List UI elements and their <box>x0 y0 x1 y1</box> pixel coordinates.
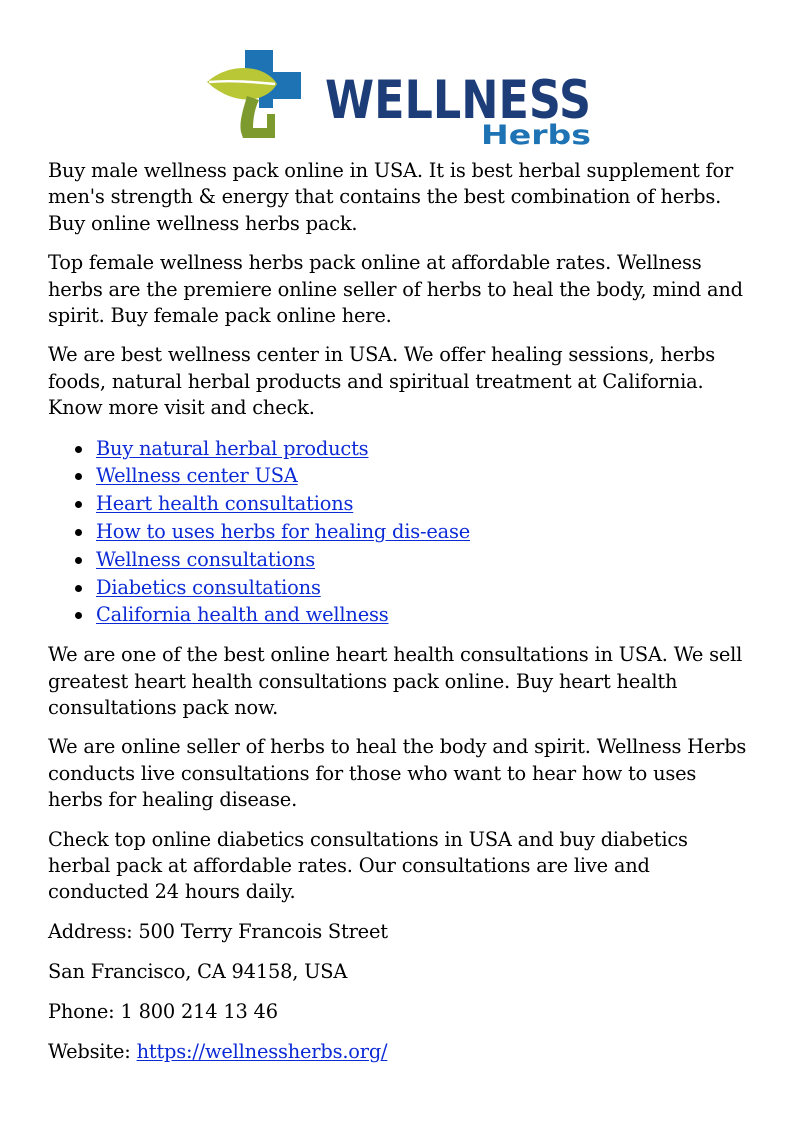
list-item <box>96 574 752 602</box>
paragraph-online-seller: We are online seller of herbs to heal the body and spirit. Wellness Herbs conducts live consultations for those who want to hear how to uses herbs for healing disease. <box>48 735 747 812</box>
paragraph-wellness-center: We are best wellness center in USA. We offer healing sessions, herbs foods, natural herbal products and spiritual treatment at California. Know more visit and check. <box>48 343 715 420</box>
document-body <box>48 158 752 1079</box>
list-item <box>96 490 752 518</box>
link-wellness-center-usa[interactable]: Wellness center USA <box>96 464 298 488</box>
paragraph-male-pack: Buy male wellness pack online in USA. It is best herbal supplement for men's strength & energy that contains the best combination of herbs. Buy online wellness herbs pack. <box>48 159 734 235</box>
address-line: Address: 500 Terry Francois Street <box>48 919 388 943</box>
website-label: Website: <box>48 1039 137 1063</box>
link-herbs-healing[interactable]: How to uses herbs for healing dis-ease <box>96 520 471 544</box>
paragraph-heart-health: We are one of the best online heart health consultations in USA. We sell greatest heart health consultations pack online. Buy heart health consultations pack now. <box>48 643 743 720</box>
brand-logo <box>203 44 595 148</box>
website-line <box>48 1039 752 1065</box>
list-item <box>96 462 752 490</box>
link-heart-health-consultations[interactable]: Heart health consultations <box>96 492 354 516</box>
link-list <box>48 435 752 630</box>
brand-sub: Herbs <box>481 120 591 148</box>
list-item <box>96 546 752 574</box>
brand-name: WELLNESS <box>325 70 591 131</box>
list-item <box>96 435 752 463</box>
paragraph-female-pack: Top female wellness herbs pack online at affordable rates. Wellness herbs are the premiere online seller of herbs to heal the body, mind and spirit. Buy female pack online here. <box>48 251 743 328</box>
paragraph-diabetics: Check top online diabetics consultations in USA and buy diabetics herbal pack at affordable rates. Our consultations are live and conducted 24 hours daily. <box>48 827 688 904</box>
website-link[interactable]: https://wellnessherbs.org/ <box>136 1039 388 1063</box>
list-item <box>96 518 752 546</box>
link-california-health[interactable]: California health and wellness <box>96 603 389 627</box>
phone-line: Phone: 1 800 214 13 46 <box>48 999 278 1023</box>
logo-graphic <box>203 44 595 148</box>
link-natural-herbal-products[interactable]: Buy natural herbal products <box>96 436 369 460</box>
list-item <box>96 601 752 629</box>
link-wellness-consultations[interactable]: Wellness consultations <box>96 547 315 571</box>
link-diabetics-consultations[interactable]: Diabetics consultations <box>96 575 321 599</box>
city-line: San Francisco, CA 94158, USA <box>48 959 348 983</box>
